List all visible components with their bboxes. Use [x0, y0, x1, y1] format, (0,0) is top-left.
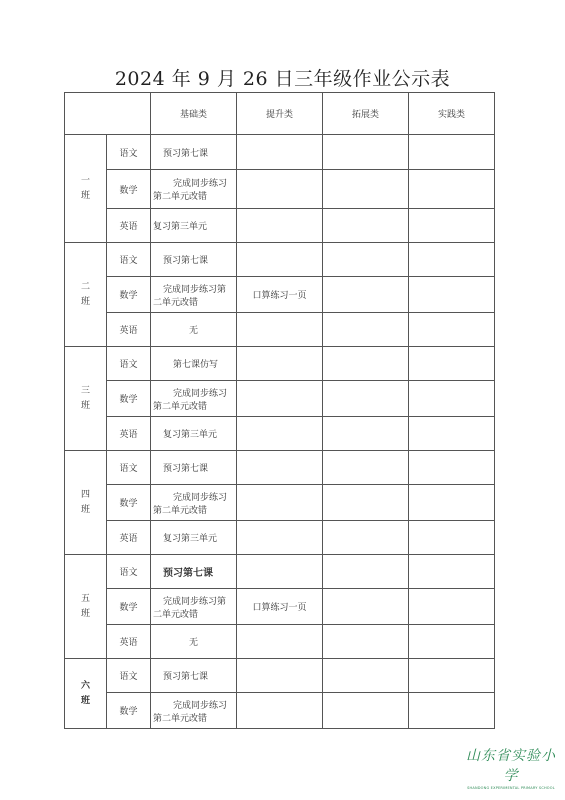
improve-cell [237, 243, 323, 277]
extend-cell [323, 417, 409, 451]
practice-cell [409, 243, 495, 277]
class-name-top: 五 [80, 593, 90, 604]
subject-cell: 数学 [107, 170, 151, 209]
class-group-6 [65, 659, 495, 729]
class-name-cell [65, 243, 107, 347]
practice-cell [409, 555, 495, 589]
table-row [65, 659, 495, 693]
practice-cell [409, 625, 495, 659]
basic-cell [151, 417, 237, 451]
class-name-cell [65, 555, 107, 659]
table-row [65, 451, 495, 485]
basic-cell [151, 170, 237, 209]
extend-cell [323, 659, 409, 693]
homework-table [64, 92, 495, 729]
basic-cell [151, 521, 237, 555]
improve-cell [237, 693, 323, 729]
improve-cell: 口算练习一页 [237, 277, 323, 313]
practice-cell [409, 659, 495, 693]
header-row [65, 93, 495, 135]
table-row [65, 209, 495, 243]
class-group-1 [65, 135, 495, 243]
header-basic: 基础类 [151, 93, 237, 135]
basic-cell [151, 589, 237, 625]
table-row [65, 485, 495, 521]
extend-cell [323, 243, 409, 277]
table-row [65, 521, 495, 555]
table-row [65, 135, 495, 170]
basic-line: 第七课仿写 [173, 360, 219, 370]
class-name-top: 四 [80, 489, 90, 500]
subject-cell: 数学 [107, 693, 151, 729]
subject-cell: 语文 [107, 347, 151, 381]
improve-cell [237, 625, 323, 659]
class-name-bottom: 班 [80, 400, 90, 411]
subject-cell: 数学 [107, 381, 151, 417]
improve-cell [237, 521, 323, 555]
basic-cell [151, 485, 237, 521]
class-name-top: 六 [80, 680, 90, 691]
improve-cell [237, 417, 323, 451]
practice-cell [409, 313, 495, 347]
basic-cell [151, 555, 237, 589]
subject-cell: 英语 [107, 209, 151, 243]
practice-cell [409, 589, 495, 625]
basic-line: 完成同步练习 [173, 492, 228, 503]
subject-cell: 语文 [107, 135, 151, 170]
basic-line: 复习第三单元 [153, 222, 208, 232]
page-title: 2024 年 9 月 26 日三年级作业公示表 [114, 68, 451, 90]
class-name-cell [65, 451, 107, 555]
practice-cell [409, 417, 495, 451]
subject-cell: 英语 [107, 625, 151, 659]
basic-line: 预习第七课 [163, 568, 213, 579]
class-name-bottom: 班 [80, 695, 90, 706]
class-name-cell [65, 135, 107, 243]
subject-cell: 数学 [107, 277, 151, 313]
basic-line: 复习第三单元 [163, 430, 218, 440]
header-extend: 拓展类 [323, 93, 409, 135]
improve-cell [237, 170, 323, 209]
extend-cell [323, 451, 409, 485]
basic-line: 复习第三单元 [163, 534, 218, 544]
class-name-bottom: 班 [80, 608, 90, 619]
improve-cell [237, 485, 323, 521]
extend-cell [323, 347, 409, 381]
subject-cell: 数学 [107, 589, 151, 625]
improve-cell [237, 313, 323, 347]
header-improve: 提升类 [237, 93, 323, 135]
basic-cell [151, 347, 237, 381]
basic-line: 预习第七课 [163, 464, 209, 474]
class-name-cell [65, 659, 107, 729]
practice-cell [409, 521, 495, 555]
extend-cell [323, 209, 409, 243]
practice-cell [409, 277, 495, 313]
practice-cell [409, 347, 495, 381]
improve-cell [237, 659, 323, 693]
basic-line: 预习第七课 [163, 256, 209, 266]
class-group-2 [65, 243, 495, 347]
improve-cell [237, 555, 323, 589]
class-name-top: 二 [80, 281, 90, 292]
practice-cell [409, 485, 495, 521]
extend-cell [323, 521, 409, 555]
extend-cell [323, 693, 409, 729]
basic-cell [151, 277, 237, 313]
class-name-bottom: 班 [80, 296, 90, 307]
improve-cell: 口算练习一页 [237, 589, 323, 625]
table-row [65, 693, 495, 729]
school-logo-english: SHANDONG EXPERIMENTAL PRIMARY SCHOOL [467, 786, 555, 790]
practice-cell [409, 381, 495, 417]
basic-line: 完成同步练习第 [163, 284, 227, 295]
extend-cell [323, 485, 409, 521]
subject-cell: 语文 [107, 659, 151, 693]
table-row [65, 381, 495, 417]
subject-cell: 语文 [107, 451, 151, 485]
improve-cell [237, 347, 323, 381]
class-group-5 [65, 555, 495, 659]
basic-line: 无 [188, 638, 198, 648]
subject-cell: 语文 [107, 555, 151, 589]
basic-cell [151, 381, 237, 417]
table-row [65, 243, 495, 277]
subject-cell: 语文 [107, 243, 151, 277]
extend-cell [323, 277, 409, 313]
table-row [65, 170, 495, 209]
table-row [65, 277, 495, 313]
extend-cell [323, 555, 409, 589]
basic-line: 预习第七课 [163, 148, 209, 159]
practice-cell [409, 451, 495, 485]
subject-cell: 英语 [107, 521, 151, 555]
basic-line: 第二单元改错 [153, 505, 208, 516]
class-group-3 [65, 347, 495, 451]
improve-cell [237, 135, 323, 170]
table-row [65, 589, 495, 625]
extend-cell [323, 135, 409, 170]
extend-cell [323, 589, 409, 625]
table-row [65, 555, 495, 589]
school-logo-name: 山东省实验小学 [466, 748, 556, 784]
basic-line: 第二单元改错 [153, 713, 208, 724]
basic-cell [151, 625, 237, 659]
class-group-4 [65, 451, 495, 555]
improve-cell [237, 209, 323, 243]
extend-cell [323, 381, 409, 417]
basic-cell [151, 243, 237, 277]
practice-cell [409, 170, 495, 209]
class-name-bottom: 班 [80, 190, 90, 201]
basic-cell [151, 659, 237, 693]
subject-cell: 数学 [107, 485, 151, 521]
basic-line: 第二单元改错 [153, 192, 208, 202]
basic-cell [151, 313, 237, 347]
extend-cell [323, 625, 409, 659]
basic-line: 无 [188, 326, 198, 336]
table-row [65, 347, 495, 381]
school-logo [465, 745, 557, 790]
header-blank-cell [65, 93, 151, 135]
basic-cell [151, 693, 237, 729]
basic-line: 完成同步练习 [173, 179, 228, 189]
practice-cell [409, 135, 495, 170]
basic-line: 完成同步练习 [173, 388, 228, 399]
extend-cell [323, 170, 409, 209]
class-name-top: 三 [80, 385, 90, 396]
basic-line: 二单元改错 [153, 297, 199, 308]
basic-cell [151, 209, 237, 243]
basic-line: 二单元改错 [153, 609, 199, 620]
basic-cell [151, 451, 237, 485]
basic-line: 完成同步练习第 [163, 596, 227, 607]
class-name-bottom: 班 [80, 504, 90, 515]
class-name-top: 一 [80, 175, 90, 186]
basic-cell [151, 135, 237, 170]
improve-cell [237, 451, 323, 485]
basic-line: 第二单元改错 [153, 401, 208, 412]
extend-cell [323, 313, 409, 347]
practice-cell [409, 209, 495, 243]
improve-cell [237, 381, 323, 417]
subject-cell: 英语 [107, 417, 151, 451]
header-practice: 实践类 [409, 93, 495, 135]
basic-line: 预习第七课 [163, 672, 209, 682]
subject-cell: 英语 [107, 313, 151, 347]
table-row [65, 417, 495, 451]
practice-cell [409, 693, 495, 729]
basic-line: 完成同步练习 [173, 700, 228, 711]
table-row [65, 625, 495, 659]
class-name-cell [65, 347, 107, 451]
table-row [65, 313, 495, 347]
